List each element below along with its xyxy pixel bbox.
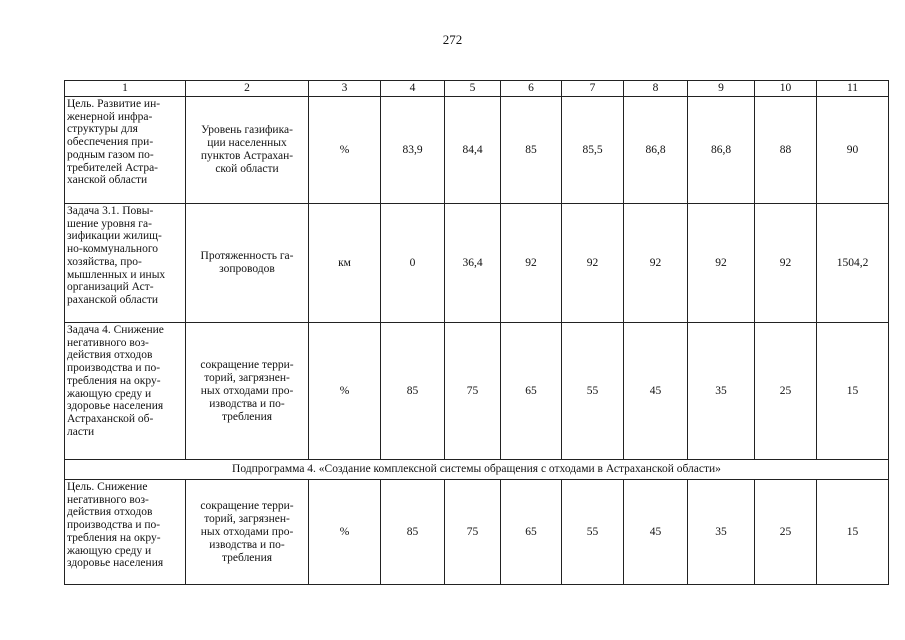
column-header: 3 [309, 81, 381, 97]
value-cell: 45 [624, 480, 688, 585]
table-row [65, 204, 889, 323]
value-cell: 65 [501, 480, 562, 585]
column-header: 11 [817, 81, 889, 97]
value-cell: 88 [755, 97, 817, 204]
value-cell: 92 [688, 204, 755, 323]
indicator-cell: Уровень газифика- ции населенных пунктов Астрахан- ской области [186, 97, 309, 204]
value-cell: 92 [562, 204, 624, 323]
value-cell: 35 [688, 323, 755, 460]
value-cell: 75 [445, 323, 501, 460]
goal-cell: Цель. Снижение негативного воз- действия отходов производства и по- требления на окру- жающую среду и здоровье населения [65, 480, 186, 585]
value-cell: 35 [688, 480, 755, 585]
column-header: 2 [186, 81, 309, 97]
indicator-cell: сокращение терри- торий, загрязнен- ных отходами про- изводства и по- требления [186, 323, 309, 460]
value-cell: 92 [501, 204, 562, 323]
column-header: 10 [755, 81, 817, 97]
value-cell: 36,4 [445, 204, 501, 323]
column-header: 9 [688, 81, 755, 97]
unit-cell: км [309, 204, 381, 323]
table-row [65, 480, 889, 585]
indicators-table [64, 80, 889, 585]
value-cell: 85,5 [562, 97, 624, 204]
column-header: 5 [445, 81, 501, 97]
column-header: 4 [381, 81, 445, 97]
value-cell: 65 [501, 323, 562, 460]
table-row [65, 97, 889, 204]
value-cell: 55 [562, 323, 624, 460]
unit-cell: % [309, 97, 381, 204]
value-cell: 25 [755, 323, 817, 460]
value-cell: 1504,2 [817, 204, 889, 323]
indicator-cell: сокращение терри- торий, загрязнен- ных отходами про- изводства и по- требления [186, 480, 309, 585]
goal-cell: Задача 4. Снижение негативного воз- действия отходов производства и по- требления на окру- жающую среду и здоровье населения Астраханской об- ласти [65, 323, 186, 460]
value-cell: 85 [501, 97, 562, 204]
table-row [65, 323, 889, 460]
value-cell: 85 [381, 480, 445, 585]
column-header: 8 [624, 81, 688, 97]
subprogram-title: Подпрограмма 4. «Создание комплексной системы обращения с отходами в Астраханской области» [65, 460, 889, 480]
unit-cell: % [309, 323, 381, 460]
value-cell: 15 [817, 323, 889, 460]
value-cell: 25 [755, 480, 817, 585]
column-header: 7 [562, 81, 624, 97]
goal-cell: Задача 3.1. Повы- шение уровня га- зификации жилищ- но-коммунального хозяйства, про- мышленных и иных организаций Аст- раханской области [65, 204, 186, 323]
value-cell: 90 [817, 97, 889, 204]
value-cell: 15 [817, 480, 889, 585]
unit-cell: % [309, 480, 381, 585]
value-cell: 75 [445, 480, 501, 585]
value-cell: 55 [562, 480, 624, 585]
value-cell: 85 [381, 323, 445, 460]
value-cell: 92 [755, 204, 817, 323]
value-cell: 83,9 [381, 97, 445, 204]
value-cell: 84,4 [445, 97, 501, 204]
value-cell: 45 [624, 323, 688, 460]
page-number: 272 [442, 32, 463, 47]
value-cell: 0 [381, 204, 445, 323]
goal-cell: Цель. Развитие ин- женерной инфра- структуры для обеспечения при- родным газом по- требителей Астра- ханской области [65, 97, 186, 204]
value-cell: 86,8 [688, 97, 755, 204]
value-cell: 86,8 [624, 97, 688, 204]
value-cell: 92 [624, 204, 688, 323]
column-header: 6 [501, 81, 562, 97]
subprogram-row [65, 460, 889, 480]
column-number-row [65, 81, 889, 97]
indicator-cell: Протяженность га- зопроводов [186, 204, 309, 323]
column-header: 1 [65, 81, 186, 97]
